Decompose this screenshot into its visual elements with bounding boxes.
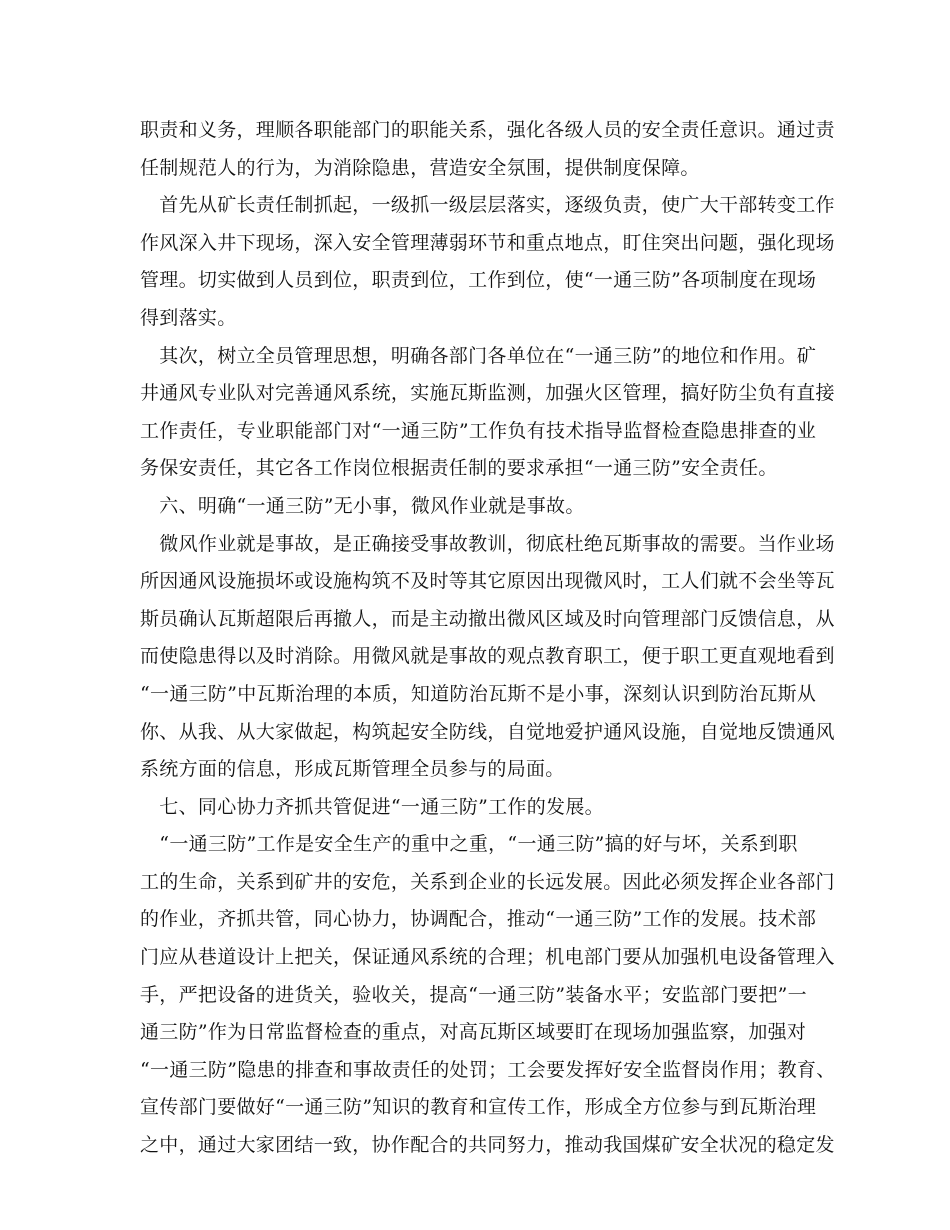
text-line: 斯员确认瓦斯超限后再撤人，而是主动撤出微风区域及时向管理部门反馈信息，从: [140, 607, 835, 630]
text-line: “一通三防”工作是安全生产的重中之重，“一通三防”搞的好与坏，关系到职: [140, 833, 798, 856]
document-body: [140, 112, 836, 1165]
text-line: 务保安责任，其它各工作岗位根据责任制的要求承担“一通三防”安全责任。: [140, 457, 778, 480]
text-line: 通三防”作为日常监督检查的重点，对高瓦斯区域要盯在现场加强监察，加强对: [140, 1021, 807, 1044]
text-line: 宣传部门要做好“一通三防”知识的教育和宣传工作，形成全方位参与到瓦斯治理: [140, 1096, 817, 1119]
text-line: 首先从矿长责任制抓起，一级抓一级层层落实，逐级负责，使广大干部转变工作: [140, 194, 835, 217]
text-line: 任制规范人的行为，为消除隐患，营造安全氛围，提供制度保障。: [140, 156, 700, 179]
text-line: 作风深入井下现场，深入安全管理薄弱环节和重点地点，盯住突出问题，强化现场: [140, 231, 835, 254]
text-line: 之中，通过大家团结一致，协作配合的共同努力，推动我国煤矿安全状况的稳定发: [140, 1134, 835, 1157]
text-line: 得到落实。: [140, 306, 237, 329]
text-line: 井通风专业队对完善通风系统，实施瓦斯监测，加强火区管理，搞好防尘负有直接: [140, 382, 835, 405]
text-line: 而使隐患得以及时消除。用微风就是事故的观点教育职工，便于职工更直观地看到: [140, 645, 835, 668]
text-line: 微风作业就是事故，是正确接受事故教训，彻底杜绝瓦斯事故的需要。当作业场: [140, 532, 835, 555]
text-line: 系统方面的信息，形成瓦斯管理全员参与的局面。: [140, 758, 565, 781]
section-heading-6: 六、明确“一通三防”无小事，微风作业就是事故。: [140, 494, 585, 517]
text-line: 其次，树立全员管理思想，明确各部门各单位在“一通三防”的地位和作用。矿: [140, 344, 817, 367]
text-line: 工作责任，专业职能部门对“一通三防”工作负有技术指导监督检查隐患排查的业: [140, 419, 817, 442]
text-line: 的作业，齐抓共管，同心协力，协调配合，推动“一通三防”工作的发展。技术部: [140, 908, 817, 931]
text-line: 管理。切实做到人员到位，职责到位，工作到位，使“一通三防”各项制度在现场: [140, 269, 817, 292]
text-line: 所因通风设施损坏或设施构筑不及时等其它原因出现微风时，工人们就不会坐等瓦: [140, 570, 835, 593]
text-line: 工的生命，关系到矿井的安危，关系到企业的长远发展。因此必须发挥企业各部门: [140, 870, 835, 893]
text-line: 手，严把设备的进货关，验收关，提高“一通三防”装备水平；安监部门要把”一: [140, 983, 807, 1006]
text-line: 你、从我、从大家做起，构筑起安全防线，自觉地爱护通风设施，自觉地反馈通风: [140, 720, 835, 743]
text-line: 职责和义务，理顺各职能部门的职能关系，强化各级人员的安全责任意识。通过责: [140, 119, 835, 141]
text-line: “一通三防”隐患的排查和事故责任的处罚；工会要发挥好安全监督岗作用；教育、: [140, 1058, 836, 1081]
text-line: “一通三防”中瓦斯治理的本质，知道防治瓦斯不是小事，深刻认识到防治瓦斯从: [140, 682, 817, 705]
text-line: 门应从巷道设计上把关，保证通风系统的合理；机电部门要从加强机电设备管理入: [140, 946, 835, 969]
section-heading-7: 七、同心协力齐抓共管促进“一通三防”工作的发展。: [140, 795, 604, 818]
